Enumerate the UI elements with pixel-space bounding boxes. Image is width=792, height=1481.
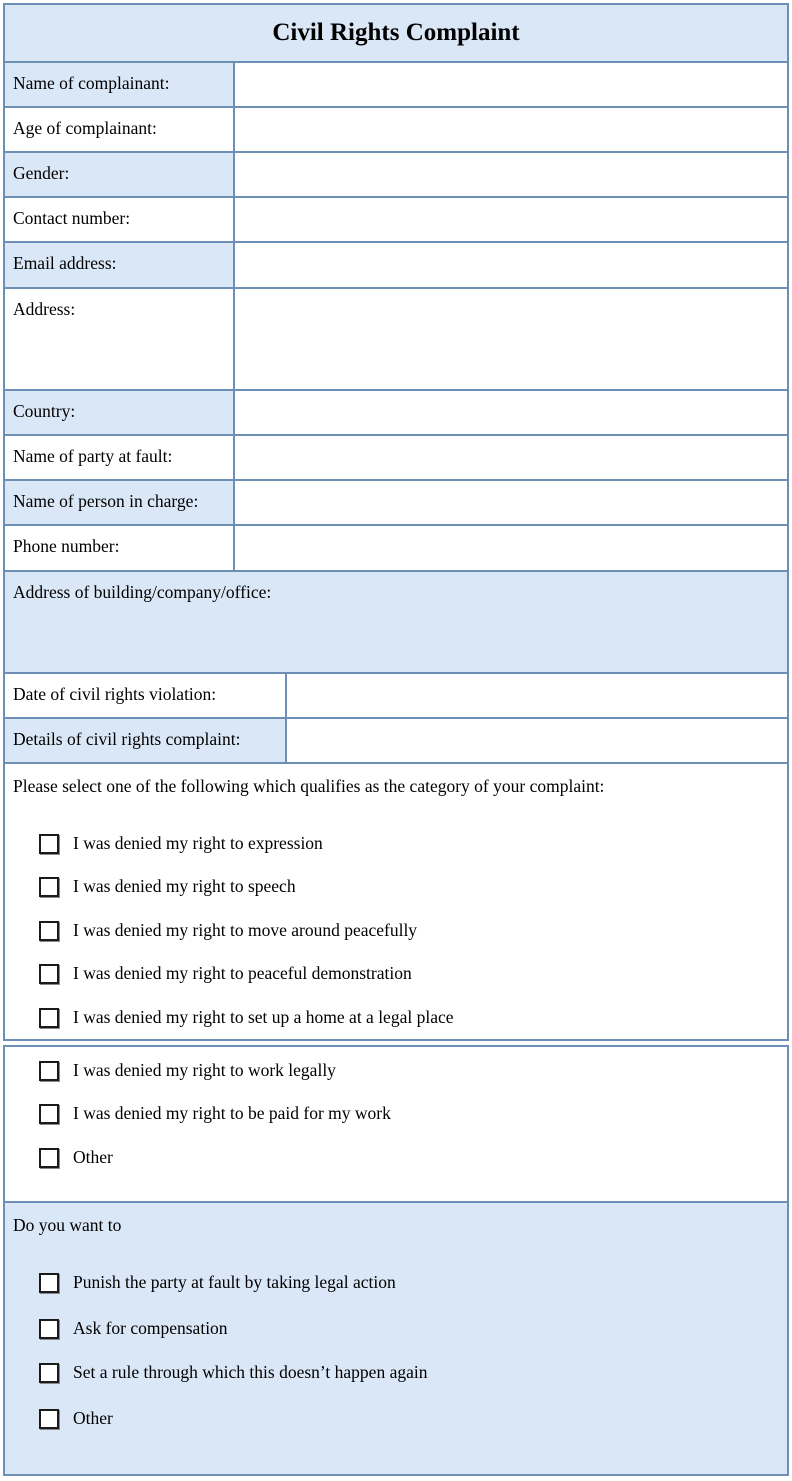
checkbox[interactable]: [39, 964, 59, 984]
field-label-violation-date: Date of civil rights violation:: [5, 674, 287, 717]
category-option[interactable]: [39, 876, 296, 897]
field-label-email: Email address:: [5, 243, 235, 287]
category-option-label: I was denied my right to speech: [73, 876, 296, 896]
category-option-label: I was denied my right to be paid for my work: [73, 1103, 391, 1123]
checkbox[interactable]: [39, 1273, 59, 1293]
desired-action-option[interactable]: [39, 1408, 113, 1429]
category-option[interactable]: [39, 920, 417, 941]
desired-action-option-label: Punish the party at fault by taking legal action: [73, 1272, 396, 1292]
category-option[interactable]: [39, 1103, 391, 1124]
category-option[interactable]: [39, 1060, 336, 1081]
category-prompt: Please select one of the following which qualifies as the category of your complaint:: [13, 776, 605, 796]
category-option[interactable]: [39, 963, 412, 984]
desired-action-option[interactable]: [39, 1362, 427, 1383]
field-label-complaint-details: Details of civil rights complaint:: [5, 719, 287, 762]
field-row-violation-date: [3, 674, 789, 719]
checkbox[interactable]: [39, 1148, 59, 1168]
checkbox[interactable]: [39, 1363, 59, 1383]
field-input-violation-date[interactable]: [287, 674, 787, 717]
field-input-contact[interactable]: [235, 198, 787, 241]
building-address-field[interactable]: [3, 572, 789, 674]
field-row-phone: [3, 526, 789, 572]
desired-action-option[interactable]: [39, 1272, 396, 1293]
field-row-contact: [3, 198, 789, 243]
field-row-age: [3, 108, 789, 153]
building-address-label: Address of building/company/office:: [13, 582, 272, 602]
category-option[interactable]: [39, 1147, 113, 1168]
field-input-name[interactable]: [235, 63, 787, 106]
category-option-label: Other: [73, 1147, 113, 1167]
field-label-person-in-charge: Name of person in charge:: [5, 481, 235, 524]
field-row-complaint-details: [3, 719, 789, 764]
field-label-party: Name of party at fault:: [5, 436, 235, 479]
category-option-label: I was denied my right to peaceful demonstration: [73, 963, 412, 983]
checkbox[interactable]: [39, 834, 59, 854]
field-label-gender: Gender:: [5, 153, 235, 196]
form-title-text: Civil Rights Complaint: [272, 19, 520, 46]
field-row-name: [3, 63, 789, 108]
form-title: [3, 3, 789, 63]
checkbox[interactable]: [39, 1061, 59, 1081]
field-label-phone: Phone number:: [5, 526, 235, 570]
field-row-country: [3, 391, 789, 436]
field-input-age[interactable]: [235, 108, 787, 151]
field-row-email: [3, 243, 789, 289]
field-label-age: Age of complainant:: [5, 108, 235, 151]
field-label-address: Address:: [5, 289, 235, 389]
checkbox[interactable]: [39, 1008, 59, 1028]
checkbox[interactable]: [39, 877, 59, 897]
category-section: [3, 764, 789, 1041]
category-option[interactable]: [39, 833, 323, 854]
category-option-label: I was denied my right to expression: [73, 833, 323, 853]
field-row-party: [3, 436, 789, 481]
field-row-person-in-charge: [3, 481, 789, 526]
category-option[interactable]: [39, 1007, 454, 1028]
checkbox[interactable]: [39, 1319, 59, 1339]
field-input-address[interactable]: [235, 289, 787, 389]
category-option-label: I was denied my right to move around peacefully: [73, 920, 418, 940]
field-input-gender[interactable]: [235, 153, 787, 196]
field-label-country: Country:: [5, 391, 235, 434]
field-label-name: Name of complainant:: [5, 63, 235, 106]
category-option-label: I was denied my right to set up a home at a legal place: [73, 1007, 454, 1027]
field-row-address: [3, 289, 789, 391]
checkbox[interactable]: [39, 1409, 59, 1429]
field-input-phone[interactable]: [235, 526, 787, 570]
field-row-gender: [3, 153, 789, 198]
category-section-continued: [3, 1045, 789, 1202]
field-input-country[interactable]: [235, 391, 787, 434]
category-option-label: I was denied my right to work legally: [73, 1060, 336, 1080]
desired-action-option[interactable]: [39, 1318, 228, 1339]
field-input-email[interactable]: [235, 243, 787, 287]
field-input-complaint-details[interactable]: [287, 719, 787, 762]
checkbox[interactable]: [39, 921, 59, 941]
field-input-party[interactable]: [235, 436, 787, 479]
desired-action-prompt: Do you want to: [13, 1215, 122, 1235]
field-input-person-in-charge[interactable]: [235, 481, 787, 524]
desired-action-option-label: Set a rule through which this doesn’t happen again: [73, 1362, 428, 1382]
desired-action-option-label: Other: [73, 1408, 113, 1428]
checkbox[interactable]: [39, 1104, 59, 1124]
desired-action-option-label: Ask for compensation: [73, 1318, 228, 1338]
desired-action-section: [3, 1201, 789, 1476]
field-label-contact: Contact number:: [5, 198, 235, 241]
